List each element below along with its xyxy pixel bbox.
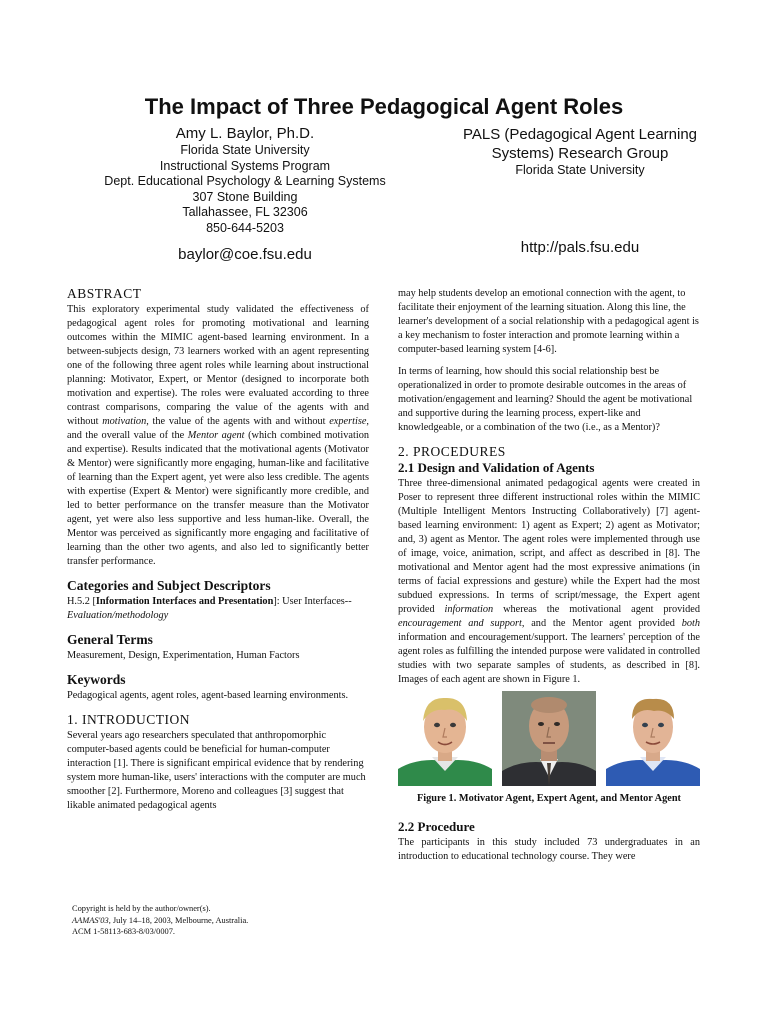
author-block-2 [410,125,750,256]
keywords-text: Pedagogical agents, agent roles, agent-based learning environments. [67,690,349,701]
author-block-1 [60,125,430,264]
affiliation-line: 307 Stone Building [192,189,298,204]
introduction-text: Several years ago researchers speculated that anthropomorphic computer-based agents could be beneficial for human-computer interaction [1]. There is significant empirical evidence that by rendering system more human-like, users' interactions with the computer are much smoother [2]. Furthermore, Moreno and colleagues [3] suggest that likable animated pedagogical agents [67,730,366,811]
categories-text: H.5.2 [Information Interfaces and Presentation]: User Interfaces-- Evaluation/methodology [67,596,352,621]
intro-question-text: In terms of learning, how should this social relationship best be operationalized in order to promote desirable outcomes in the areas of motivation/engagement and learning? Should the agent be motivational and supportive during the learning process, expert-like and knowledgeable, or a combination of the two (i.e., as a Mentor)? [398,366,693,433]
right-column [398,287,700,864]
author-email: baylor@coe.fsu.edu [178,246,312,263]
paper-title: The Impact of Three Pedagogical Agent Roles [144,94,624,119]
affiliation-line: 850-644-5203 [206,220,284,235]
affiliation-line: Instructional Systems Program [159,158,331,173]
group-affiliation: Florida State University [515,163,645,177]
mentor-agent-image [606,691,700,786]
group-name-line: PALS (Pedagogical Agent Learning [462,126,698,143]
procedure-heading: 2.2 Procedure [398,819,475,834]
introduction-heading: 1. INTRODUCTION [67,712,190,727]
affiliation-line: Dept. Educational Psychology & Learning Systems [104,174,386,188]
general-terms-heading: General Terms [67,632,153,647]
figure-caption: Figure 1. Motivator Agent, Expert Agent, and Mentor Agent [417,793,681,804]
group-url: http://pals.fsu.edu [520,239,640,256]
expert-agent-image [502,691,596,786]
design-text: Three three-dimensional animated pedagogical agents were created in Poser to represent three different instructional roles within the MIMIC (Multiple Intelligent Mentors Instructing Collaboratively) [7] agent-based learning environment: 1) agent as Expert; 2) agent as Motivator; and, 3) agent as Mentor. The agent roles were implemented through use of image, voice, animation, script, and affect as described in [8]. The motivational and Mentor agent had the most expressive animations (in terms of facial expressions and gesture) while the Expert had the most subdued expressions. In terms of script/message, the Expert agent provided information whereas the motivational agent provided encouragement and support, and the Mentor agent provided both information and encouragement/support. The learners' perception of the agent roles as fulfilling the intended purpose were validated in controlled studies with two separate samples of students, as described in [8]. Images of each agent are shown in Figure 1. [398,478,700,685]
copyright-notice: Copyright is held by the author/owner(s). AAMAS'03, July 14–18, 2003, Melbourne, Australia. ACM 1-58113-683-8/03/0007. [72,904,249,936]
affiliation-line: Florida State University [180,143,310,157]
categories-heading: Categories and Subject Descriptors [67,578,271,593]
general-terms-text: Measurement, Design, Experimentation, Human Factors [67,650,300,661]
design-heading: 2.1 Design and Validation of Agents [398,460,595,475]
author-name: Amy L. Baylor, Ph.D. [175,125,315,142]
group-name-line: Systems) Research Group [491,145,669,162]
affiliation-line: Tallahassee, FL 32306 [182,205,308,219]
procedure-text: The participants in this study included 73 undergraduates in an introduction to educational technology course. They were [398,837,700,862]
agent-figure [398,691,700,786]
procedures-heading: 2. PROCEDURES [398,444,506,459]
intro-continued-text: may help students develop an emotional connection with the agent, to facilitate their enjoyment of the learning situation. Along this line, the learner's development of a social relationship with a pedagogical agent is a key mechanism to foster interaction and promote learning within a computer-based learning system [4-6]. [398,288,699,355]
motivator-agent-image [398,691,492,786]
abstract-text: This exploratory experimental study validated the effectiveness of pedagogical agent roles for promoting motivational and learning outcomes within the MIMIC agent-based learning environment. In a between-subjects design, 73 learners worked with an agent representing one of the following three agent roles while learning about instructional planning: Motivator, Expert, or Mentor (designed to incorporate both motivation and expertise). The roles were evaluated according to three contrast comparisons, comparing the value of the agents with and without motivation, the value of the agents with and without expertise, and the overall value of the Mentor agent (which combined motivation and expertise). Results indicated that the motivational agents (Motivator & Mentor) were significantly more engaging, human-like and facilitative of learning than the Expert agent, yet were also less credible. The agents with expertise (Expert & Mentor) were significantly more credible, and led to better performance on the transfer measure than the Motivator agent, yet were also less supportive and less human-like. Overall, the Mentor was perceived as significantly more engaging and facilitative of learning than the other two agents, and also led to significantly better transfer performance. [67,304,370,567]
left-column [67,287,369,813]
keywords-heading: Keywords [67,672,126,687]
abstract-heading: ABSTRACT [67,286,142,301]
